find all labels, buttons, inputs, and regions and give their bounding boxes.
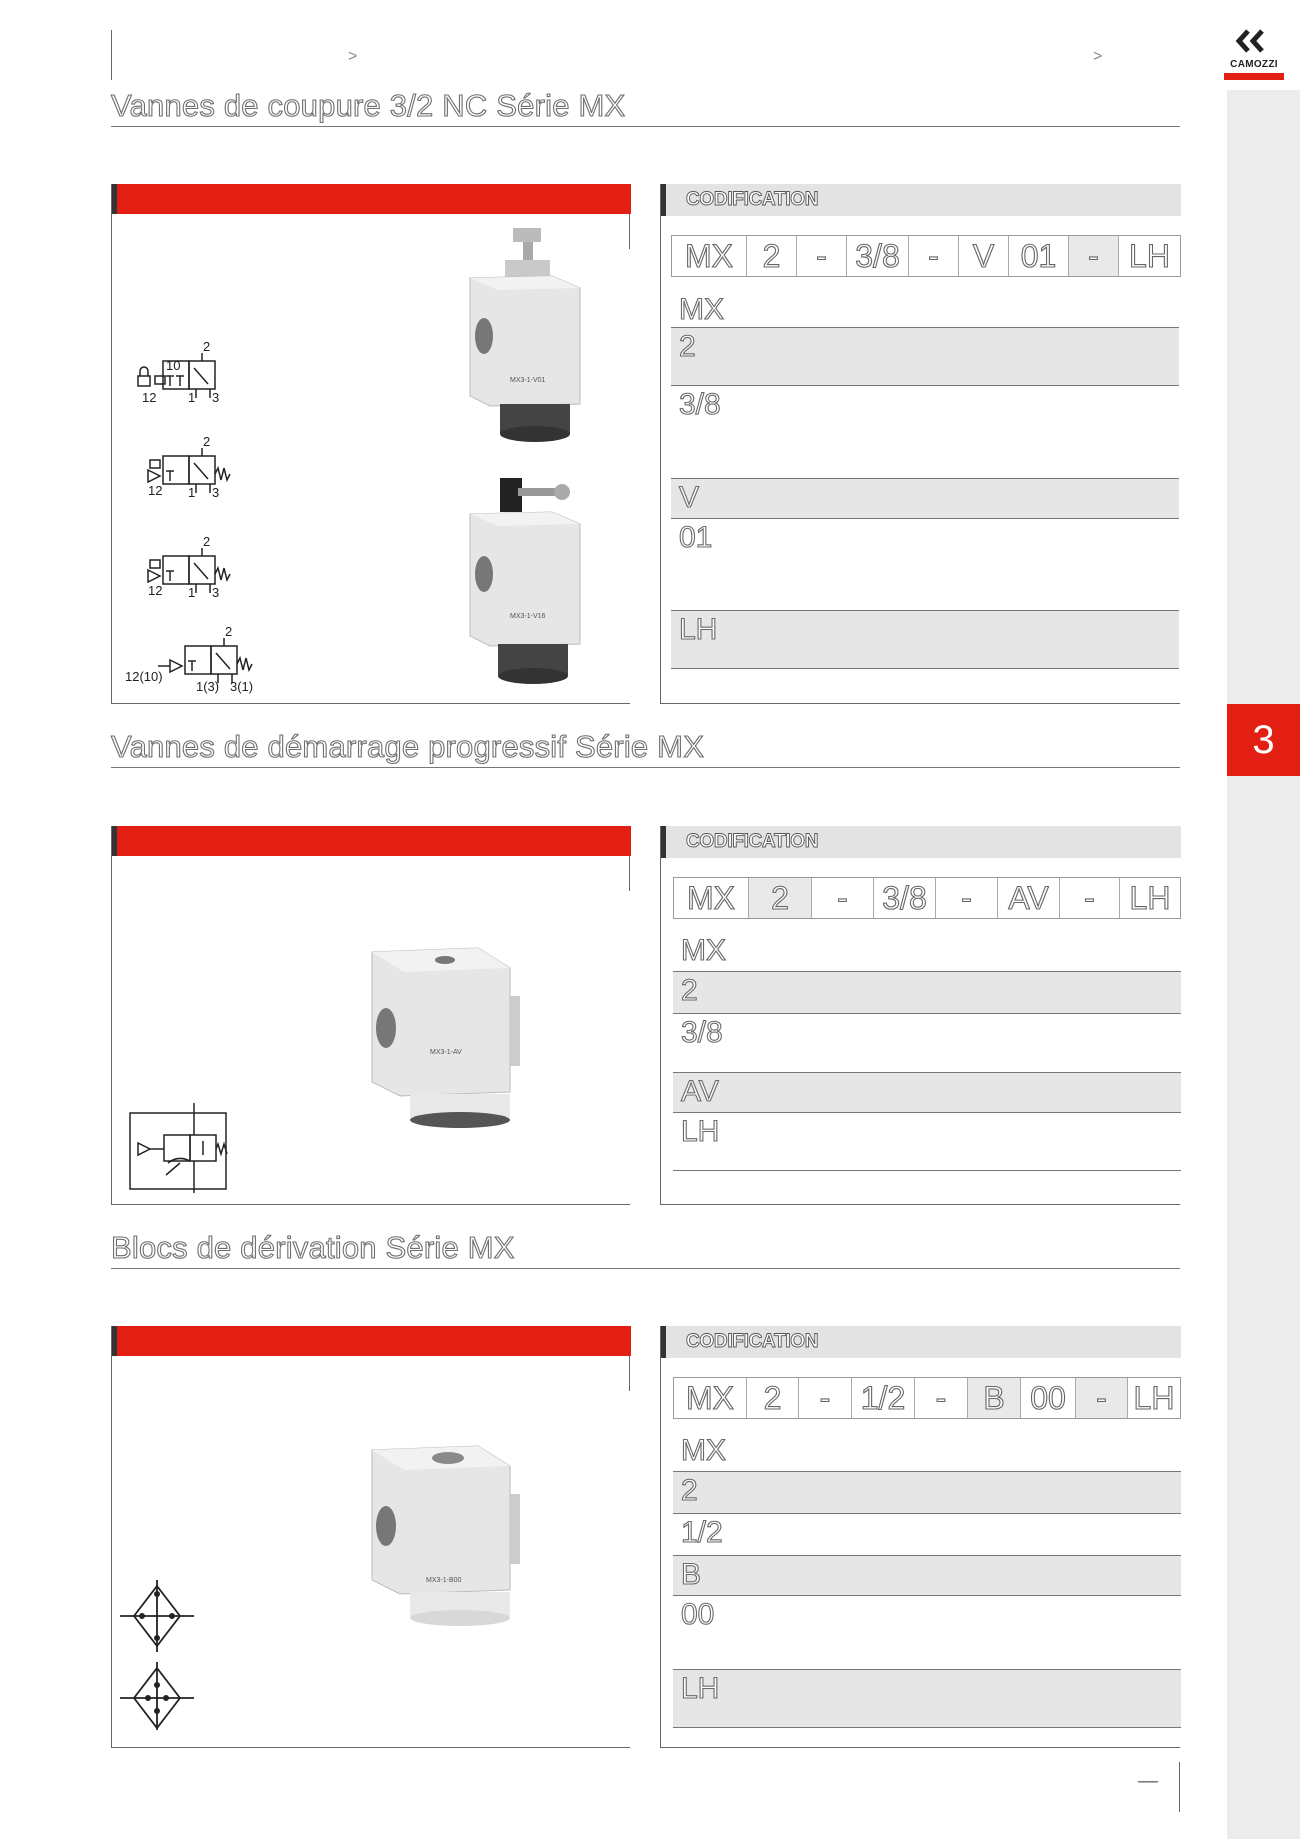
section-title-shutoff-valves: Vannes de coupure 3/2 NC Série MX	[111, 88, 1180, 127]
product-image-mx3-av	[360, 938, 540, 1138]
product-panel-header-bar	[112, 826, 631, 856]
port-label: 3	[212, 585, 220, 600]
page-number-dash: —	[1138, 1770, 1158, 1792]
port-label: 1	[188, 485, 196, 500]
code-row: LH	[673, 1113, 1181, 1171]
code-segment[interactable]: -	[936, 878, 998, 918]
camozzi-logo[interactable]	[1224, 28, 1284, 80]
code-row: 2	[673, 1472, 1181, 1514]
code-segment[interactable]: 3/8	[874, 878, 936, 918]
code-segment[interactable]: -	[1060, 878, 1120, 918]
code-segment[interactable]: 2	[749, 878, 812, 918]
port-label: 2	[203, 339, 211, 354]
code-row: 2	[671, 328, 1179, 386]
code-bar	[671, 235, 1181, 277]
codification-panel-shutoff	[660, 184, 1180, 704]
product-image-mx3-b00	[360, 1436, 540, 1636]
port-label: 1	[188, 585, 196, 600]
code-row: MX	[671, 291, 1179, 328]
header-divider	[111, 30, 112, 80]
product-image-mx3-v01	[460, 226, 600, 446]
code-row: AV	[673, 1073, 1181, 1113]
port-label: 3	[212, 485, 220, 500]
codification-panel-junction-block	[660, 1326, 1180, 1748]
port-label: 1	[188, 390, 196, 405]
breadcrumb-arrow[interactable]: >	[348, 48, 358, 65]
camozzi-logo-mark	[1224, 28, 1284, 54]
code-row: 3/8	[671, 386, 1179, 479]
code-row: MX	[673, 1432, 1181, 1472]
code-bar	[673, 877, 1181, 919]
chapter-tab[interactable]: 3	[1227, 704, 1300, 776]
code-segment[interactable]: AV	[998, 878, 1060, 918]
panel-edge-line	[629, 856, 630, 891]
port-label: 12	[148, 583, 163, 598]
codification-panel-soft-start	[660, 826, 1180, 1205]
code-row: MX	[673, 932, 1181, 972]
port-label: 2	[203, 434, 211, 449]
product-label: MX3-1-V16	[510, 613, 546, 620]
port-label: 3(1)	[230, 679, 254, 694]
code-segment[interactable]: -	[915, 1378, 968, 1418]
code-row: 3/8	[673, 1014, 1181, 1073]
port-label: 2	[225, 624, 233, 639]
code-segment[interactable]: -	[799, 1378, 852, 1418]
product-label: MX3-1-V01	[510, 377, 546, 384]
code-segment[interactable]: 2	[747, 1378, 799, 1418]
code-segment[interactable]: LH	[1129, 879, 1171, 916]
panel-edge-line	[629, 214, 630, 249]
code-segment[interactable]: 01	[1009, 236, 1069, 276]
code-segment[interactable]: -	[909, 236, 959, 276]
code-segment[interactable]: LH	[1129, 237, 1170, 274]
code-segment[interactable]: MX	[674, 1378, 747, 1418]
port-label: 3	[212, 390, 220, 405]
code-row: V	[671, 479, 1179, 519]
breadcrumb-arrow[interactable]: >	[1093, 48, 1103, 65]
code-bar	[673, 1377, 1181, 1419]
panel-edge-line	[629, 1356, 630, 1391]
code-row: 2	[673, 972, 1181, 1014]
product-panel-header-bar	[112, 1326, 631, 1356]
logo-red-bar	[1224, 73, 1284, 80]
right-sidebar	[1227, 90, 1300, 1839]
codification-heading: CODIFICATION	[661, 826, 1181, 858]
code-segment[interactable]: -	[812, 878, 874, 918]
port-label: 1(3)	[196, 679, 220, 694]
code-row: 01	[671, 519, 1179, 611]
port-label: 12(10)	[125, 669, 163, 684]
code-segment[interactable]: B	[968, 1378, 1021, 1418]
code-segment[interactable]: 00	[1021, 1378, 1076, 1418]
code-segment[interactable]: V	[959, 236, 1009, 276]
code-segment[interactable]: MX	[672, 236, 747, 276]
product-label: MX3-1-B00	[426, 1577, 462, 1584]
junction-block-symbols	[120, 1580, 200, 1730]
code-row: LH	[673, 1670, 1181, 1728]
code-segment[interactable]: -	[1069, 236, 1119, 276]
logo-text: CAMOZZI	[1230, 59, 1278, 70]
codification-heading: CODIFICATION	[661, 1326, 1181, 1358]
code-row: 1/2	[673, 1514, 1181, 1556]
code-segment[interactable]: 3/8	[847, 236, 909, 276]
footer-divider	[1179, 1762, 1180, 1812]
section-title-soft-start-valves: Vannes de démarrage progressif Série MX	[111, 729, 1180, 768]
code-row: LH	[671, 611, 1179, 669]
code-row: 00	[673, 1596, 1181, 1670]
code-row: B	[673, 1556, 1181, 1596]
code-segment[interactable]: -	[797, 236, 847, 276]
product-image-mx3-v16	[460, 474, 600, 694]
soft-start-valve-symbol	[128, 1103, 228, 1195]
port-label: 12	[148, 483, 163, 498]
pneumatic-symbols-shutoff	[125, 336, 270, 696]
section-title-junction-blocks: Blocs de dérivation Série MX	[111, 1230, 1180, 1269]
port-label: 12	[142, 390, 157, 405]
product-panel-header-bar	[112, 184, 631, 214]
code-segment[interactable]: MX	[674, 878, 749, 918]
code-segment[interactable]: 2	[747, 236, 797, 276]
code-segment[interactable]: -	[1076, 1378, 1128, 1418]
codification-heading: CODIFICATION	[661, 184, 1181, 216]
code-segment[interactable]: 1/2	[852, 1378, 915, 1418]
product-label: MX3-1-AV	[430, 1049, 462, 1056]
port-label: 10	[166, 358, 181, 373]
port-label: 2	[203, 534, 211, 549]
code-segment[interactable]: LH	[1133, 1379, 1175, 1416]
